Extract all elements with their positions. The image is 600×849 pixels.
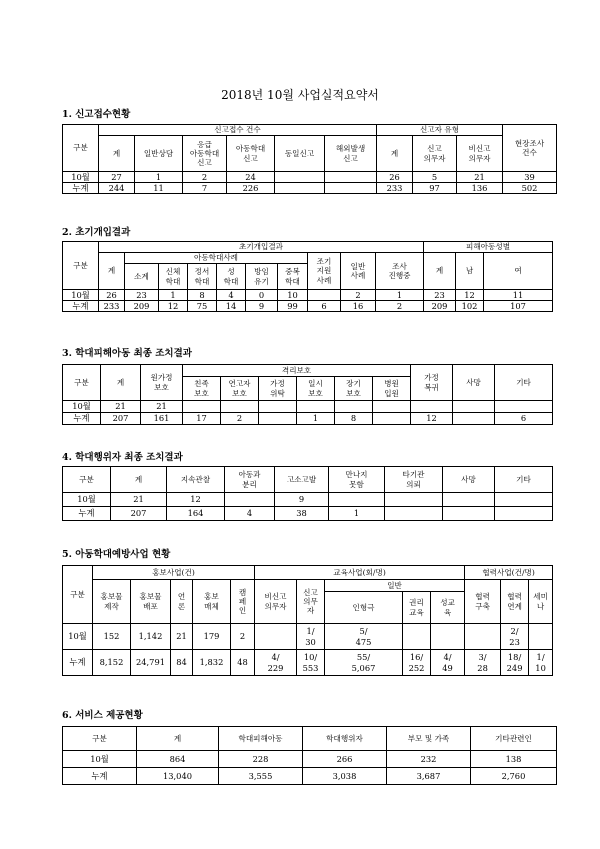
table-row (63, 172, 557, 183)
section-3-heading: 3. 학대피해아동 최종 조치결과 (62, 348, 192, 359)
cell (308, 290, 341, 301)
total-header: 계 (99, 136, 135, 172)
cell (335, 401, 373, 413)
cell: 164 (167, 507, 225, 521)
section-5-heading: 5. 아동학대예방사업 현황 (62, 549, 171, 560)
gubun-header: 구분 (63, 727, 137, 751)
prevention-table (62, 565, 553, 676)
seminar-header: 세미 나 (529, 580, 553, 624)
cell (443, 493, 495, 507)
cell (259, 413, 297, 425)
cell: 8 (335, 413, 373, 425)
general-header: 일반상담 (135, 136, 183, 172)
cell: 179 (193, 624, 231, 650)
cell (329, 493, 385, 507)
row-label: 10월 (63, 290, 99, 301)
cell (443, 507, 495, 521)
cell: 21 (111, 493, 167, 507)
campaign-header: 캠 페 인 (231, 580, 255, 624)
cell: 2 (183, 172, 227, 183)
others-header: 기타관련인 (471, 727, 557, 751)
cell (495, 493, 553, 507)
cell: 13,040 (137, 768, 219, 785)
row-label: 10월 (63, 751, 137, 768)
section-1-heading: 1. 신고접수현황 (62, 109, 131, 120)
death-header: 사망 (453, 365, 495, 401)
emotional-header: 정서 학대 (188, 264, 217, 290)
cell: 39 (503, 172, 557, 183)
cell: 1,142 (131, 624, 171, 650)
cell (495, 401, 553, 413)
cell: 23 (424, 290, 456, 301)
cell: 9 (246, 301, 278, 312)
cell: 1 (135, 172, 183, 183)
row-label: 누계 (63, 301, 99, 312)
cell: 23 (125, 290, 159, 301)
cell (495, 507, 553, 521)
transfer-header: 타기관 의뢰 (385, 467, 443, 493)
cell: 864 (137, 751, 219, 768)
family-header: 부모 및 가족 (387, 727, 471, 751)
cell: 38 (275, 507, 329, 521)
education-header: 교육사업(회/명) (255, 566, 465, 580)
row-label: 누계 (63, 507, 111, 521)
table-row (63, 301, 553, 312)
neglect-header: 방임 유기 (246, 264, 278, 290)
cell: 17 (183, 413, 221, 425)
no-contact-header: 만나지 못함 (329, 467, 385, 493)
total-header: 계 (137, 727, 219, 751)
cell: 8,152 (93, 650, 131, 676)
physical-header: 신체 학대 (159, 264, 188, 290)
general-edu-header: 일반 (325, 580, 465, 592)
cell (275, 183, 325, 194)
table-row (63, 624, 553, 650)
ongoing-header: 조사 진행중 (376, 253, 424, 290)
section-6-heading: 6. 서비스 제공현황 (62, 710, 143, 721)
cell: 244 (99, 183, 135, 194)
cell: 9 (275, 493, 329, 507)
table-row (63, 401, 553, 413)
table-row (63, 768, 557, 785)
section-4-heading: 4. 학대행위자 최종 조치결과 (62, 452, 183, 463)
cell: 12 (411, 413, 453, 425)
cell (275, 172, 325, 183)
table-row (63, 290, 553, 301)
cell (255, 624, 297, 650)
cell: 18/ 249 (501, 650, 529, 676)
row-label: 누계 (63, 183, 99, 194)
cell (183, 401, 221, 413)
acquaint-header: 연고자 보호 (221, 377, 259, 401)
cell: 8 (188, 290, 217, 301)
structure-header: 협력 구축 (465, 580, 501, 624)
rights-header: 권리 교육 (403, 592, 431, 624)
cell: 209 (125, 301, 159, 312)
accusation-header: 고소고발 (275, 467, 329, 493)
death-header: 사망 (443, 467, 495, 493)
early-support-header: 조기 지원 사례 (308, 253, 341, 290)
cell (453, 413, 495, 425)
temporary-header: 일시 보호 (297, 377, 335, 401)
same-header: 동일신고 (275, 136, 325, 172)
table-row (63, 493, 553, 507)
sexual-header: 성 학대 (217, 264, 246, 290)
original-home-header: 원가정 보호 (141, 365, 183, 401)
cell: 21 (457, 172, 503, 183)
press-header: 언 론 (171, 580, 193, 624)
table-row (63, 413, 553, 425)
foster-header: 가정 위탁 (259, 377, 297, 401)
cell (385, 493, 443, 507)
total-header: 계 (99, 253, 125, 290)
general-case-header: 일반 사례 (341, 253, 376, 290)
cell (373, 401, 411, 413)
cell: 99 (278, 301, 308, 312)
gubun-header: 구분 (63, 242, 99, 290)
cell: 1 (376, 290, 424, 301)
cell (325, 172, 377, 183)
cell: 3/ 28 (465, 650, 501, 676)
cell: 2 (231, 624, 255, 650)
cell: 6 (495, 413, 553, 425)
cell: 97 (413, 183, 457, 194)
cell: 26 (99, 290, 125, 301)
cell: 24,791 (131, 650, 171, 676)
row-label: 10월 (63, 493, 111, 507)
cell: 136 (457, 183, 503, 194)
gubun-header: 구분 (63, 467, 111, 493)
cell (259, 401, 297, 413)
hospital-header: 병원 입원 (373, 377, 411, 401)
cell (403, 624, 431, 650)
cell (453, 401, 495, 413)
cell: 502 (503, 183, 557, 194)
cell: 2/ 23 (501, 624, 529, 650)
cell: 233 (377, 183, 413, 194)
row-label: 누계 (63, 650, 93, 676)
table-row (63, 751, 557, 768)
multiple-header: 중복 학대 (278, 264, 308, 290)
abuse-cases-header: 아동학대사례 (125, 253, 308, 264)
cell: 1 (159, 290, 188, 301)
gubun-header: 구분 (63, 365, 101, 401)
overseas-header: 해외발생 신고 (325, 136, 377, 172)
row-label: 누계 (63, 768, 137, 785)
cell: 21 (171, 624, 193, 650)
cell: 10/ 553 (297, 650, 325, 676)
cell (411, 401, 453, 413)
cell: 207 (101, 413, 141, 425)
nonmandatory-header: 비신고 의무자 (255, 580, 297, 624)
cell: 1,832 (193, 650, 231, 676)
gubun-header: 구분 (63, 566, 93, 624)
cell: 226 (227, 183, 275, 194)
cell (373, 413, 411, 425)
cell: 1 (329, 507, 385, 521)
cell: 102 (456, 301, 484, 312)
cell: 138 (471, 751, 557, 768)
cell: 2 (376, 301, 424, 312)
cell: 26 (377, 172, 413, 183)
cell: 152 (93, 624, 131, 650)
cooperation-header: 협력사업(건/명) (465, 566, 553, 580)
cell: 21 (141, 401, 183, 413)
cell: 14 (217, 301, 246, 312)
continuous-header: 지속관찰 (167, 467, 225, 493)
initial-intervention-table (62, 241, 553, 312)
cell: 11 (135, 183, 183, 194)
media-header: 홍보 매체 (193, 580, 231, 624)
longterm-header: 장기 보호 (335, 377, 373, 401)
cell: 0 (246, 290, 278, 301)
total-header: 계 (101, 365, 141, 401)
abuse-header: 아동학대 신고 (227, 136, 275, 172)
cell: 21 (101, 401, 141, 413)
perpetrator-header: 학대행위자 (303, 727, 387, 751)
total-header: 계 (111, 467, 167, 493)
subtotal-header: 소계 (125, 264, 159, 290)
cell: 4/ 229 (255, 650, 297, 676)
cell: 48 (231, 650, 255, 676)
cell: 2 (221, 413, 259, 425)
puppet-header: 인형극 (325, 592, 403, 624)
service-table (62, 726, 557, 785)
cell: 3,555 (219, 768, 303, 785)
nonmandatory-header: 비신고 의무자 (457, 136, 503, 172)
cell: 16/ 252 (403, 650, 431, 676)
mandatory-header: 신고 의무 자 (297, 580, 325, 624)
cell: 232 (387, 751, 471, 768)
cell: 4 (217, 290, 246, 301)
cell (431, 624, 465, 650)
promo-header: 홍보사업(건) (93, 566, 255, 580)
cell: 75 (188, 301, 217, 312)
cell (297, 401, 335, 413)
cell: 1 (297, 413, 335, 425)
table-row (63, 650, 553, 676)
cell: 6 (308, 301, 341, 312)
cell (221, 401, 259, 413)
cell (225, 493, 275, 507)
reporter-type-header: 신고자 유형 (377, 125, 503, 136)
report-total-header: 신고접수 건수 (99, 125, 377, 136)
etc-header: 기타 (495, 365, 553, 401)
cell: 16 (341, 301, 376, 312)
isolation-header: 격리보호 (183, 365, 411, 377)
gubun-header: 구분 (63, 125, 99, 172)
emergency-header: 응급 아동학대 신고 (183, 136, 227, 172)
row-label: 10월 (63, 401, 101, 413)
report-table (62, 124, 557, 194)
cell (465, 624, 501, 650)
cell: 12 (159, 301, 188, 312)
cell: 4 (225, 507, 275, 521)
field-survey-header: 현장조사 건수 (503, 125, 557, 172)
victim-gender-header: 피해아동성별 (424, 242, 553, 253)
cell: 10 (278, 290, 308, 301)
reporter-total-header: 계 (377, 136, 413, 172)
cell: 24 (227, 172, 275, 183)
cell: 228 (219, 751, 303, 768)
cell: 233 (99, 301, 125, 312)
cell: 11 (484, 290, 553, 301)
cell: 161 (141, 413, 183, 425)
victim-action-table (62, 364, 553, 425)
cell (325, 183, 377, 194)
female-header: 여 (484, 253, 553, 290)
cell: 1/ 30 (297, 624, 325, 650)
table-row (63, 507, 553, 521)
row-label: 10월 (63, 624, 93, 650)
cell: 12 (167, 493, 225, 507)
cell: 3,687 (387, 768, 471, 785)
production-header: 홍보물 제작 (93, 580, 131, 624)
link-header: 협력 연계 (501, 580, 529, 624)
cell: 1/ 10 (529, 650, 553, 676)
victim-total-header: 계 (424, 253, 456, 290)
row-label: 10월 (63, 172, 99, 183)
cell: 12 (456, 290, 484, 301)
document-title: 2018년 10월 사업실적요약서 (221, 88, 379, 102)
section-2-heading: 2. 초기개입결과 (62, 227, 131, 238)
cell (385, 507, 443, 521)
cell: 207 (111, 507, 167, 521)
cell: 209 (424, 301, 456, 312)
cell: 27 (99, 172, 135, 183)
male-header: 남 (456, 253, 484, 290)
victim-header: 학대피해아동 (219, 727, 303, 751)
cell: 84 (171, 650, 193, 676)
separation-header: 아동과 분리 (225, 467, 275, 493)
table-row (63, 183, 557, 194)
home-return-header: 가정 복귀 (411, 365, 453, 401)
cell: 2 (341, 290, 376, 301)
cell: 5/ 475 (325, 624, 403, 650)
cell: 3,038 (303, 768, 387, 785)
cell: 4/ 49 (431, 650, 465, 676)
sex-edu-header: 성교 육 (431, 592, 465, 624)
distribution-header: 홍보물 배포 (131, 580, 171, 624)
perpetrator-action-table (62, 466, 553, 521)
cell: 266 (303, 751, 387, 768)
relative-header: 친족 보호 (183, 377, 221, 401)
initial-result-header: 초기개입결과 (99, 242, 424, 253)
cell: 107 (484, 301, 553, 312)
cell: 2,760 (471, 768, 557, 785)
cell: 7 (183, 183, 227, 194)
cell: 5 (413, 172, 457, 183)
cell: 55/ 5,067 (325, 650, 403, 676)
mandatory-header: 신고 의무자 (413, 136, 457, 172)
etc-header: 기타 (495, 467, 553, 493)
row-label: 누계 (63, 413, 101, 425)
cell (529, 624, 553, 650)
